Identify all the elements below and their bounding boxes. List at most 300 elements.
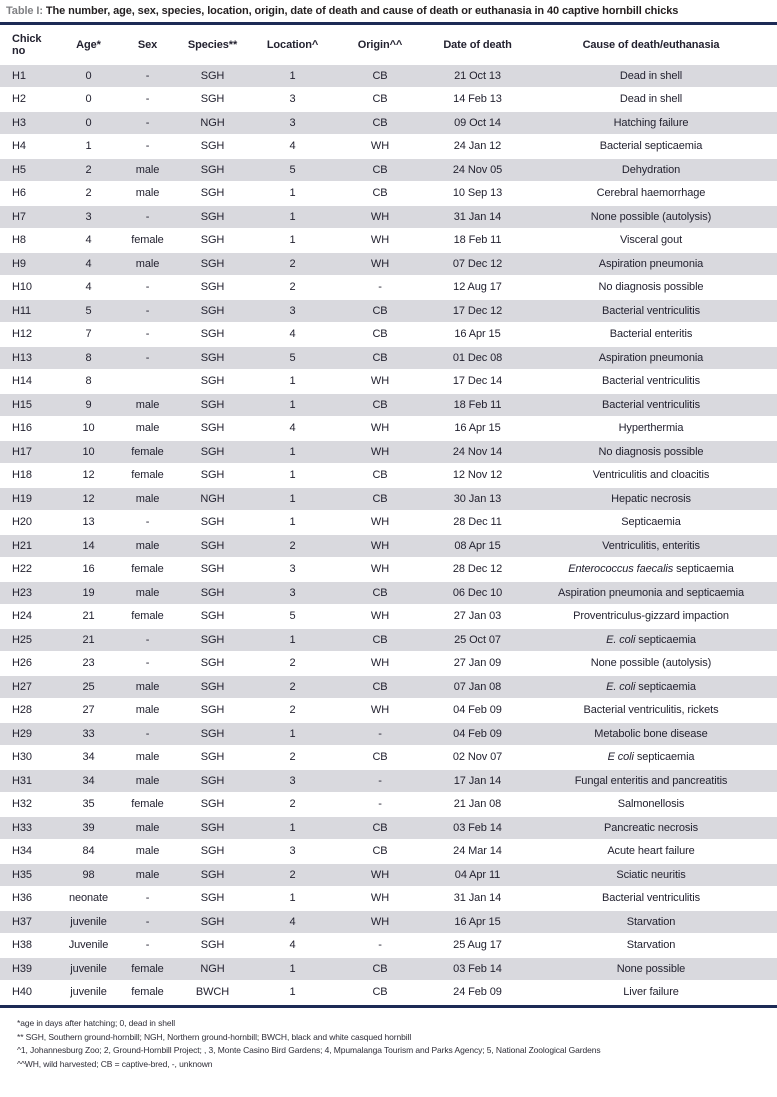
cell-age: 84 — [52, 840, 125, 864]
cell-date-of-death: 24 Jan 12 — [430, 135, 525, 159]
cell-sex: female — [125, 981, 170, 1005]
table-row — [0, 793, 777, 817]
cell-origin: WH — [330, 440, 430, 464]
cell-date-of-death: 31 Jan 14 — [430, 205, 525, 229]
table-row — [0, 158, 777, 182]
cell-date-of-death: 06 Dec 10 — [430, 581, 525, 605]
cell-chick-no: H6 — [0, 182, 52, 206]
cell-sex: male — [125, 534, 170, 558]
column-header-cause: Cause of death/euthanasia — [582, 39, 720, 51]
cell-sex: male — [125, 675, 170, 699]
cell-age: juvenile — [52, 910, 125, 934]
cell-date-of-death: 10 Sep 13 — [430, 182, 525, 206]
cell-species: SGH — [170, 558, 255, 582]
cell-date-of-death: 30 Jan 13 — [430, 487, 525, 511]
table-row — [0, 957, 777, 981]
cell-date-of-death: 08 Apr 15 — [430, 534, 525, 558]
cell-location: 2 — [255, 793, 330, 817]
table-row — [0, 534, 777, 558]
cell-date-of-death: 27 Jan 09 — [430, 652, 525, 676]
cell-species: SGH — [170, 581, 255, 605]
cell-date-of-death: 24 Mar 14 — [430, 840, 525, 864]
cell-species: SGH — [170, 393, 255, 417]
cell-cause: Hyperthermia — [525, 417, 777, 441]
cell-age: 2 — [52, 158, 125, 182]
cell-species: SGH — [170, 534, 255, 558]
column-header-location: Location^ — [266, 39, 319, 51]
cell-sex: - — [125, 205, 170, 229]
table-header-row — [0, 25, 777, 65]
table-row — [0, 746, 777, 770]
cell-sex: - — [125, 887, 170, 911]
cell-date-of-death: 03 Feb 14 — [430, 957, 525, 981]
cell-age: juvenile — [52, 957, 125, 981]
cell-age: 5 — [52, 299, 125, 323]
cell-location: 2 — [255, 534, 330, 558]
cell-age: Juvenile — [52, 934, 125, 958]
cell-sex: female — [125, 558, 170, 582]
table-row — [0, 464, 777, 488]
cell-date-of-death: 25 Oct 07 — [430, 628, 525, 652]
cell-sex: male — [125, 816, 170, 840]
cell-cause: No diagnosis possible — [525, 276, 777, 300]
cell-species: SGH — [170, 511, 255, 535]
cell-cause: E. coli septicaemia — [525, 675, 777, 699]
cell-species: SGH — [170, 910, 255, 934]
cell-age: 14 — [52, 534, 125, 558]
cell-cause: E. coli septicaemia — [525, 628, 777, 652]
cell-species: SGH — [170, 182, 255, 206]
table-row — [0, 252, 777, 276]
cell-date-of-death: 24 Nov 05 — [430, 158, 525, 182]
cell-cause: Aspiration pneumonia — [525, 252, 777, 276]
cell-sex: - — [125, 511, 170, 535]
cell-cause: Starvation — [525, 934, 777, 958]
cell-origin: WH — [330, 863, 430, 887]
cell-sex: male — [125, 581, 170, 605]
cell-species: SGH — [170, 135, 255, 159]
cell-origin: CB — [330, 981, 430, 1005]
cell-age: 3 — [52, 205, 125, 229]
cell-chick-no: H30 — [0, 746, 52, 770]
cell-species: SGH — [170, 793, 255, 817]
cell-chick-no: H11 — [0, 299, 52, 323]
cell-sex: - — [125, 135, 170, 159]
cell-date-of-death: 17 Dec 12 — [430, 299, 525, 323]
cell-chick-no: H12 — [0, 323, 52, 347]
cell-species: SGH — [170, 158, 255, 182]
cell-location: 2 — [255, 276, 330, 300]
cell-origin: CB — [330, 323, 430, 347]
cell-origin: WH — [330, 205, 430, 229]
cell-location: 1 — [255, 370, 330, 394]
cell-date-of-death: 18 Feb 11 — [430, 393, 525, 417]
cell-chick-no: H19 — [0, 487, 52, 511]
cell-chick-no: H38 — [0, 934, 52, 958]
cell-species: NGH — [170, 957, 255, 981]
cell-species: SGH — [170, 229, 255, 253]
cell-cause: Bacterial ventriculitis — [525, 887, 777, 911]
cell-chick-no: H14 — [0, 370, 52, 394]
cell-origin: WH — [330, 558, 430, 582]
cell-location: 4 — [255, 417, 330, 441]
cell-chick-no: H36 — [0, 887, 52, 911]
cell-chick-no: H3 — [0, 111, 52, 135]
cell-cause: Starvation — [525, 910, 777, 934]
cell-species: SGH — [170, 746, 255, 770]
cell-cause: Ventriculitis, enteritis — [525, 534, 777, 558]
cell-origin: CB — [330, 182, 430, 206]
cell-location: 2 — [255, 252, 330, 276]
cell-chick-no: H28 — [0, 699, 52, 723]
cell-chick-no: H33 — [0, 816, 52, 840]
cell-cause: Enterococcus faecalis septicaemia — [525, 558, 777, 582]
cell-date-of-death: 18 Feb 11 — [430, 229, 525, 253]
cell-age: 4 — [52, 252, 125, 276]
cell-species: SGH — [170, 323, 255, 347]
table-row — [0, 299, 777, 323]
cell-location: 3 — [255, 581, 330, 605]
cell-location: 1 — [255, 981, 330, 1005]
cell-cause: Hepatic necrosis — [525, 487, 777, 511]
cell-chick-no: H21 — [0, 534, 52, 558]
cell-sex: female — [125, 957, 170, 981]
table-row — [0, 229, 777, 253]
cell-species: SGH — [170, 840, 255, 864]
cell-location: 3 — [255, 769, 330, 793]
cell-sex: female — [125, 440, 170, 464]
cell-date-of-death: 16 Apr 15 — [430, 417, 525, 441]
cell-chick-no: H5 — [0, 158, 52, 182]
footnote-line: *age in days after hatching; 0, dead in shell — [17, 1018, 176, 1028]
cell-location: 1 — [255, 205, 330, 229]
cell-location: 4 — [255, 323, 330, 347]
cell-species: SGH — [170, 417, 255, 441]
column-header-chick-no: Chick no — [12, 33, 42, 57]
cell-age: 27 — [52, 699, 125, 723]
cell-age: 23 — [52, 652, 125, 676]
footnote-line: ^1, Johannesburg Zoo; 2, Ground-Hornbill Project; , 3, Monte Casino Bird Gardens; 4, Mpumalanga Tourism and Parks Agency; 5, National Zoological Gardens — [17, 1045, 601, 1055]
footnote-line: ^^WH, wild harvested; CB = captive-bred, -, unknown — [17, 1058, 213, 1069]
cell-location: 3 — [255, 111, 330, 135]
table-header — [0, 25, 777, 65]
table-row — [0, 699, 777, 723]
cell-cause: Hatching failure — [525, 111, 777, 135]
table-row — [0, 135, 777, 159]
cell-chick-no: H35 — [0, 863, 52, 887]
cell-origin: CB — [330, 675, 430, 699]
table-row — [0, 393, 777, 417]
table-row — [0, 934, 777, 958]
cell-sex: - — [125, 65, 170, 88]
cell-species: SGH — [170, 652, 255, 676]
cell-cause: None possible (autolysis) — [525, 652, 777, 676]
cell-date-of-death: 24 Nov 14 — [430, 440, 525, 464]
cell-cause: No diagnosis possible — [525, 440, 777, 464]
cell-sex: - — [125, 346, 170, 370]
cell-species: SGH — [170, 205, 255, 229]
cell-chick-no: H18 — [0, 464, 52, 488]
cell-date-of-death: 04 Feb 09 — [430, 722, 525, 746]
cell-species: SGH — [170, 252, 255, 276]
cell-chick-no: H17 — [0, 440, 52, 464]
cell-age: 39 — [52, 816, 125, 840]
cell-date-of-death: 24 Feb 09 — [430, 981, 525, 1005]
cell-chick-no: H34 — [0, 840, 52, 864]
table-row — [0, 417, 777, 441]
table-row — [0, 887, 777, 911]
table-row — [0, 487, 777, 511]
cell-origin: CB — [330, 88, 430, 112]
cell-sex: - — [125, 652, 170, 676]
cell-age: juvenile — [52, 981, 125, 1005]
cell-cause: Proventriculus-gizzard impaction — [525, 605, 777, 629]
cell-origin: WH — [330, 229, 430, 253]
cell-chick-no: H20 — [0, 511, 52, 535]
cell-species: SGH — [170, 887, 255, 911]
cell-sex: - — [125, 111, 170, 135]
cell-date-of-death: 31 Jan 14 — [430, 887, 525, 911]
cell-age: 34 — [52, 746, 125, 770]
cell-date-of-death: 09 Oct 14 — [430, 111, 525, 135]
table-row — [0, 558, 777, 582]
cell-sex: male — [125, 417, 170, 441]
cell-chick-no: H2 — [0, 88, 52, 112]
cell-location: 3 — [255, 88, 330, 112]
cell-location: 2 — [255, 675, 330, 699]
cell-origin: CB — [330, 158, 430, 182]
table-row — [0, 722, 777, 746]
cell-sex: male — [125, 769, 170, 793]
cell-origin: WH — [330, 252, 430, 276]
column-header-sex: Sex — [137, 39, 158, 51]
table-bottom-rule — [0, 1005, 777, 1008]
cell-age: 7 — [52, 323, 125, 347]
cell-sex — [125, 370, 170, 394]
cell-chick-no: H32 — [0, 793, 52, 817]
cell-cause: Metabolic bone disease — [525, 722, 777, 746]
cell-species: SGH — [170, 816, 255, 840]
cell-species: SGH — [170, 934, 255, 958]
cell-location: 1 — [255, 887, 330, 911]
cell-location: 1 — [255, 957, 330, 981]
cell-date-of-death: 07 Jan 08 — [430, 675, 525, 699]
cell-location: 1 — [255, 65, 330, 88]
cell-age: 9 — [52, 393, 125, 417]
cell-chick-no: H10 — [0, 276, 52, 300]
table-row — [0, 205, 777, 229]
cell-location: 2 — [255, 652, 330, 676]
cell-species: SGH — [170, 863, 255, 887]
cell-origin: - — [330, 276, 430, 300]
cell-cause: Aspiration pneumonia and septicaemia — [525, 581, 777, 605]
cell-sex: female — [125, 464, 170, 488]
cell-age: 10 — [52, 440, 125, 464]
cell-location: 2 — [255, 863, 330, 887]
cell-chick-no: H7 — [0, 205, 52, 229]
cell-species: NGH — [170, 111, 255, 135]
cell-species: SGH — [170, 769, 255, 793]
table-footnotes — [0, 1017, 777, 1071]
cell-age: 21 — [52, 628, 125, 652]
cell-chick-no: H37 — [0, 910, 52, 934]
cell-date-of-death: 12 Nov 12 — [430, 464, 525, 488]
cell-origin: WH — [330, 135, 430, 159]
cell-chick-no: H27 — [0, 675, 52, 699]
cell-sex: - — [125, 722, 170, 746]
cell-sex: female — [125, 229, 170, 253]
cell-origin: CB — [330, 628, 430, 652]
cell-species: SGH — [170, 88, 255, 112]
cell-cause: Bacterial ventriculitis, rickets — [525, 699, 777, 723]
cell-age: 12 — [52, 464, 125, 488]
cell-species: SGH — [170, 464, 255, 488]
cell-cause: Fungal enteritis and pancreatitis — [525, 769, 777, 793]
cell-age: 4 — [52, 276, 125, 300]
cell-date-of-death: 12 Aug 17 — [430, 276, 525, 300]
cell-location: 1 — [255, 182, 330, 206]
cell-location: 1 — [255, 440, 330, 464]
cell-date-of-death: 02 Nov 07 — [430, 746, 525, 770]
cell-date-of-death: 04 Apr 11 — [430, 863, 525, 887]
cell-chick-no: H22 — [0, 558, 52, 582]
cell-chick-no: H31 — [0, 769, 52, 793]
cell-sex: male — [125, 158, 170, 182]
cell-sex: - — [125, 299, 170, 323]
cell-age: 10 — [52, 417, 125, 441]
cell-cause: Acute heart failure — [525, 840, 777, 864]
cell-origin: CB — [330, 840, 430, 864]
footnote-line: ** SGH, Southern ground-hornbill; NGH, Northern ground-hornbill; BWCH, black and white casqued hornbill — [17, 1031, 412, 1042]
cell-cause: Dead in shell — [525, 88, 777, 112]
cell-sex: male — [125, 252, 170, 276]
table-row — [0, 276, 777, 300]
table-row — [0, 628, 777, 652]
cell-age: 35 — [52, 793, 125, 817]
cell-sex: female — [125, 605, 170, 629]
cell-sex: - — [125, 276, 170, 300]
cell-origin: CB — [330, 581, 430, 605]
cell-date-of-death: 04 Feb 09 — [430, 699, 525, 723]
cell-age: 0 — [52, 65, 125, 88]
cell-origin: - — [330, 793, 430, 817]
cell-date-of-death: 28 Dec 12 — [430, 558, 525, 582]
cell-species: SGH — [170, 299, 255, 323]
cell-location: 1 — [255, 229, 330, 253]
cell-chick-no: H25 — [0, 628, 52, 652]
table-row — [0, 65, 777, 88]
cell-cause: None possible (autolysis) — [525, 205, 777, 229]
table-row — [0, 511, 777, 535]
cell-sex: - — [125, 934, 170, 958]
table-row — [0, 769, 777, 793]
cell-origin: CB — [330, 65, 430, 88]
cell-age: 16 — [52, 558, 125, 582]
cell-chick-no: H24 — [0, 605, 52, 629]
cell-species: SGH — [170, 605, 255, 629]
cell-origin: - — [330, 769, 430, 793]
cell-age: 0 — [52, 88, 125, 112]
cell-species: SGH — [170, 65, 255, 88]
cell-origin: CB — [330, 346, 430, 370]
cell-species: SGH — [170, 370, 255, 394]
table-row — [0, 323, 777, 347]
table-row — [0, 440, 777, 464]
cell-cause: None possible — [525, 957, 777, 981]
cell-date-of-death: 16 Apr 15 — [430, 910, 525, 934]
cell-cause: Bacterial enteritis — [525, 323, 777, 347]
cell-sex: male — [125, 182, 170, 206]
cell-location: 3 — [255, 558, 330, 582]
cell-chick-no: H29 — [0, 722, 52, 746]
cell-origin: WH — [330, 511, 430, 535]
cell-species: SGH — [170, 440, 255, 464]
cell-date-of-death: 21 Jan 08 — [430, 793, 525, 817]
table-title-text: The number, age, sex, species, location, origin, date of death and cause of death or euthanasia in 40 captive hornbill chicks — [45, 5, 679, 17]
cell-location: 1 — [255, 511, 330, 535]
cell-cause: Sciatic neuritis — [525, 863, 777, 887]
cell-cause: Pancreatic necrosis — [525, 816, 777, 840]
table-row — [0, 581, 777, 605]
cell-date-of-death: 27 Jan 03 — [430, 605, 525, 629]
cell-origin: CB — [330, 746, 430, 770]
cell-chick-no: H4 — [0, 135, 52, 159]
cell-sex: female — [125, 793, 170, 817]
cell-species: SGH — [170, 675, 255, 699]
cell-chick-no: H8 — [0, 229, 52, 253]
cell-sex: male — [125, 746, 170, 770]
cell-date-of-death: 07 Dec 12 — [430, 252, 525, 276]
cell-cause: Liver failure — [525, 981, 777, 1005]
cell-location: 1 — [255, 464, 330, 488]
cell-sex: male — [125, 487, 170, 511]
cell-cause: Salmonellosis — [525, 793, 777, 817]
table-row — [0, 346, 777, 370]
cell-cause: Bacterial septicaemia — [525, 135, 777, 159]
cell-origin: WH — [330, 417, 430, 441]
cell-cause: Ventriculitis and cloacitis — [525, 464, 777, 488]
cell-origin: WH — [330, 699, 430, 723]
cell-date-of-death: 17 Jan 14 — [430, 769, 525, 793]
table-row — [0, 182, 777, 206]
column-header-date-of-death: Date of death — [443, 39, 512, 51]
cell-sex: - — [125, 628, 170, 652]
table-row — [0, 910, 777, 934]
cell-sex: male — [125, 840, 170, 864]
cell-cause: Bacterial ventriculitis — [525, 370, 777, 394]
cell-location: 2 — [255, 699, 330, 723]
cell-cause: Bacterial ventriculitis — [525, 393, 777, 417]
cell-location: 1 — [255, 487, 330, 511]
cell-date-of-death: 25 Aug 17 — [430, 934, 525, 958]
cell-age: 13 — [52, 511, 125, 535]
cell-location: 1 — [255, 816, 330, 840]
cell-location: 3 — [255, 299, 330, 323]
cell-location: 3 — [255, 840, 330, 864]
cell-sex: - — [125, 88, 170, 112]
cell-species: SGH — [170, 628, 255, 652]
cell-chick-no: H15 — [0, 393, 52, 417]
cell-species: BWCH — [170, 981, 255, 1005]
cell-date-of-death: 28 Dec 11 — [430, 511, 525, 535]
cell-location: 2 — [255, 746, 330, 770]
cell-date-of-death: 03 Feb 14 — [430, 816, 525, 840]
cell-cause: Aspiration pneumonia — [525, 346, 777, 370]
table-row — [0, 652, 777, 676]
cell-age: neonate — [52, 887, 125, 911]
cell-date-of-death: 01 Dec 08 — [430, 346, 525, 370]
cell-location: 4 — [255, 910, 330, 934]
